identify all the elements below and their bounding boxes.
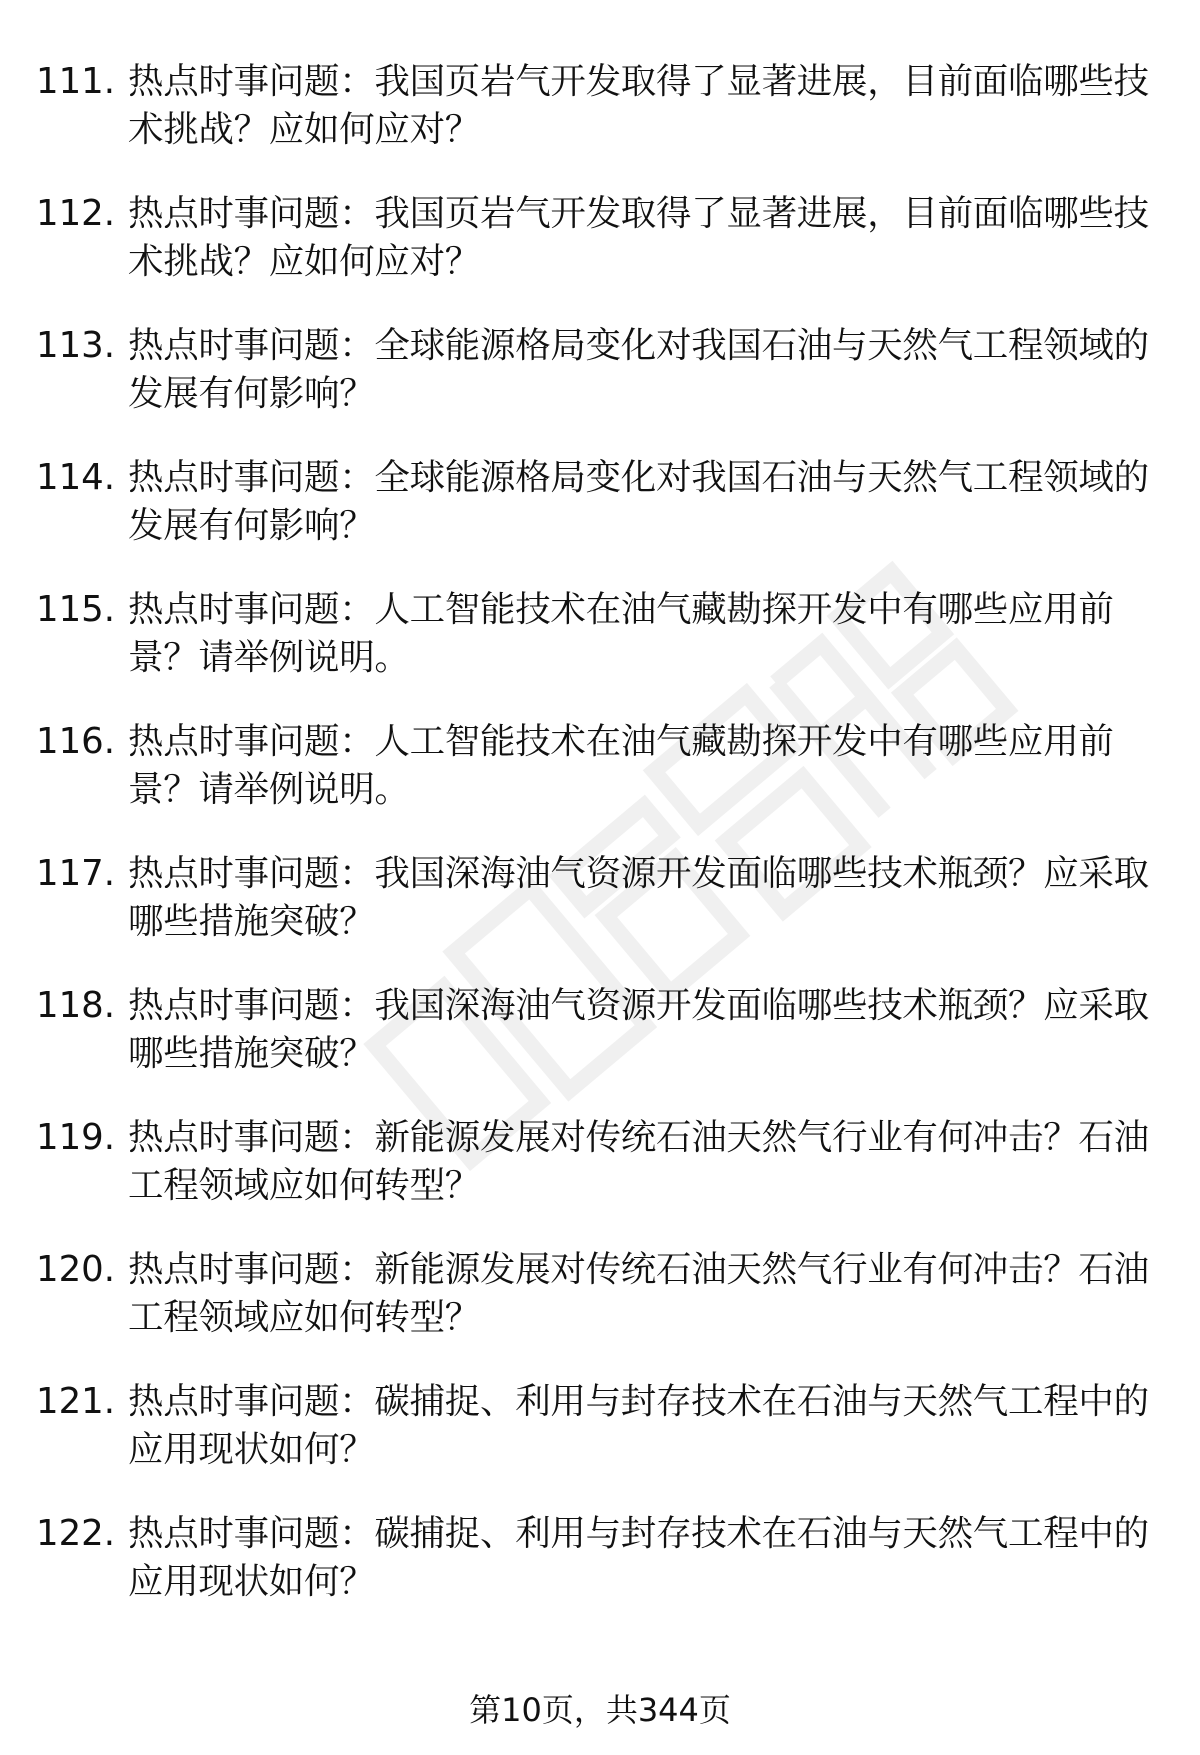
question-number: 122. <box>36 1513 116 1554</box>
question-item <box>36 58 1149 190</box>
question-item <box>36 322 1149 454</box>
question-text: 热点时事问题：人工智能技术在油气藏勘探开发中有哪些应用前景？请举例说明。 <box>128 589 1114 678</box>
question-number: 115. <box>36 589 116 630</box>
question-text: 热点时事问题：我国页岩气开发取得了显著进展，目前面临哪些技术挑战？应如何应对？ <box>128 61 1149 150</box>
question-text: 热点时事问题：我国页岩气开发取得了显著进展，目前面临哪些技术挑战？应如何应对？ <box>128 193 1149 282</box>
question-item <box>36 1246 1149 1378</box>
question-number: 112. <box>36 193 116 234</box>
question-item <box>36 1510 1149 1642</box>
question-item <box>36 454 1149 586</box>
question-text: 热点时事问题：全球能源格局变化对我国石油与天然气工程领域的发展有何影响？ <box>128 457 1149 546</box>
question-item <box>36 586 1146 718</box>
question-text: 热点时事问题：人工智能技术在油气藏勘探开发中有哪些应用前景？请举例说明。 <box>128 721 1114 810</box>
question-item <box>36 850 1149 982</box>
question-list <box>36 58 1149 1642</box>
question-text: 热点时事问题：我国深海油气资源开发面临哪些技术瓶颈？应采取哪些措施突破？ <box>128 853 1149 942</box>
question-number: 119. <box>36 1117 116 1158</box>
question-item <box>36 1114 1149 1246</box>
question-item <box>36 982 1149 1114</box>
question-text: 热点时事问题：全球能源格局变化对我国石油与天然气工程领域的发展有何影响？ <box>128 325 1149 414</box>
question-item <box>36 1378 1149 1510</box>
question-text: 热点时事问题：我国深海油气资源开发面临哪些技术瓶颈？应采取哪些措施突破？ <box>128 985 1149 1074</box>
question-number: 114. <box>36 457 116 498</box>
question-number: 121. <box>36 1381 116 1422</box>
question-text: 热点时事问题：碳捕捉、利用与封存技术在石油与天然气工程中的应用现状如何？ <box>128 1381 1149 1470</box>
question-item <box>36 718 1146 850</box>
question-text: 热点时事问题：碳捕捉、利用与封存技术在石油与天然气工程中的应用现状如何？ <box>128 1513 1149 1602</box>
question-number: 118. <box>36 985 116 1026</box>
question-number: 117. <box>36 853 116 894</box>
question-text: 热点时事问题：新能源发展对传统石油天然气行业有何冲击？石油工程领域应如何转型？ <box>128 1117 1149 1206</box>
question-item <box>36 190 1149 322</box>
question-text: 热点时事问题：新能源发展对传统石油天然气行业有何冲击？石油工程领域应如何转型？ <box>128 1249 1149 1338</box>
question-number: 120. <box>36 1249 116 1290</box>
question-number: 111. <box>36 61 116 102</box>
question-number: 116. <box>36 721 116 762</box>
question-number: 113. <box>36 325 116 366</box>
page-number-footer: 第10页，共344页 <box>469 1691 731 1729</box>
